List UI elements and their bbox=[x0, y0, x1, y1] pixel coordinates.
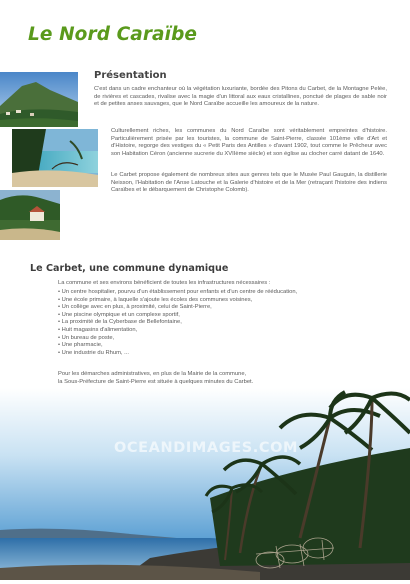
list-item: • Un centre hospitalier, pourvu d'un établissement pour enfants et d'un centre de rééducation, bbox=[58, 289, 297, 297]
list-item: • Une piscine olympique et un complexe sportif, bbox=[58, 312, 297, 320]
presentation-heading: Présentation bbox=[94, 70, 167, 81]
admin-line-2: la Sous-Préfecture de Saint-Pierre est située à quelques minutes du Carbet. bbox=[58, 378, 254, 385]
culture-paragraph: Culturellement riches, les communes du Nord Caraïbe sont véritablement empreintes d'histoire. Particulièrement prisée par les touristes, la commune de Saint-Pierre, classée 101ème ville d'Art et d'Histoire, regorge des vestiges du « Petit Paris des Antilles » d'avant 1902, tout comme le Prêcheur avec son Habitation Céron (ancienne sucrerie du XVIIème siècle) et son église au clocher carré datant de 1640. bbox=[111, 128, 387, 157]
admin-line-1: Pour les démarches administratives, en plus de la Mairie de la commune, bbox=[58, 371, 247, 377]
watermark-text: OCEANDIMAGES.COM bbox=[114, 440, 299, 456]
mountain-photo bbox=[0, 72, 78, 127]
carbet-sites-paragraph: Le Carbet propose également de nombreux sites aux genres tels que le Musée Paul Gauguin, la distillerie Neisson, l'Habitation de l'Anse Latouche et la Galerie d'histoire et de la Mer (retraçant l'histoire des indiens Caraïbes et le débarquement de Christophe Colomb). bbox=[111, 172, 387, 194]
list-item: • La proximité de la Cyberbase de Bellefontaine, bbox=[58, 319, 297, 327]
photo-strip bbox=[0, 72, 78, 238]
carbet-heading: Le Carbet, une commune dynamique bbox=[30, 263, 229, 274]
list-item: • Une école primaire, à laquelle s'ajoute les écoles des communes voisines, bbox=[58, 297, 297, 305]
village-photo bbox=[0, 190, 60, 240]
list-item: • Un collège avec en plus, à proximité, celui de Saint-Pierre, bbox=[58, 304, 297, 312]
list-item: • Un bureau de poste, bbox=[58, 335, 297, 343]
beach-photo bbox=[12, 129, 98, 187]
infrastructure-intro: La commune et ses environs bénéficient de toutes les infrastructures nécessaires : bbox=[58, 280, 271, 286]
beach-palms-photo bbox=[0, 388, 410, 580]
page-title: Le Nord Caraïbe bbox=[28, 24, 198, 45]
admin-paragraph bbox=[58, 371, 348, 386]
list-item: • Huit magasins d'alimentation, bbox=[58, 327, 297, 335]
list-item: • Une industrie du Rhum, ... bbox=[58, 350, 297, 358]
infrastructure-list bbox=[58, 289, 297, 357]
list-item: • Une pharmacie, bbox=[58, 342, 297, 350]
intro-paragraph: C'est dans un cadre enchanteur où la végétation luxuriante, bordée des Pitons du Carbet, de la Montagne Pelée, de rivières et cascades, rivalise avec la magie d'un littoral aux eaux cristallines, ponctué de plages de sable noir et de petites anses sauvages, que le Nord Caraïbe accueille les amoureux de la nature. bbox=[94, 86, 387, 108]
